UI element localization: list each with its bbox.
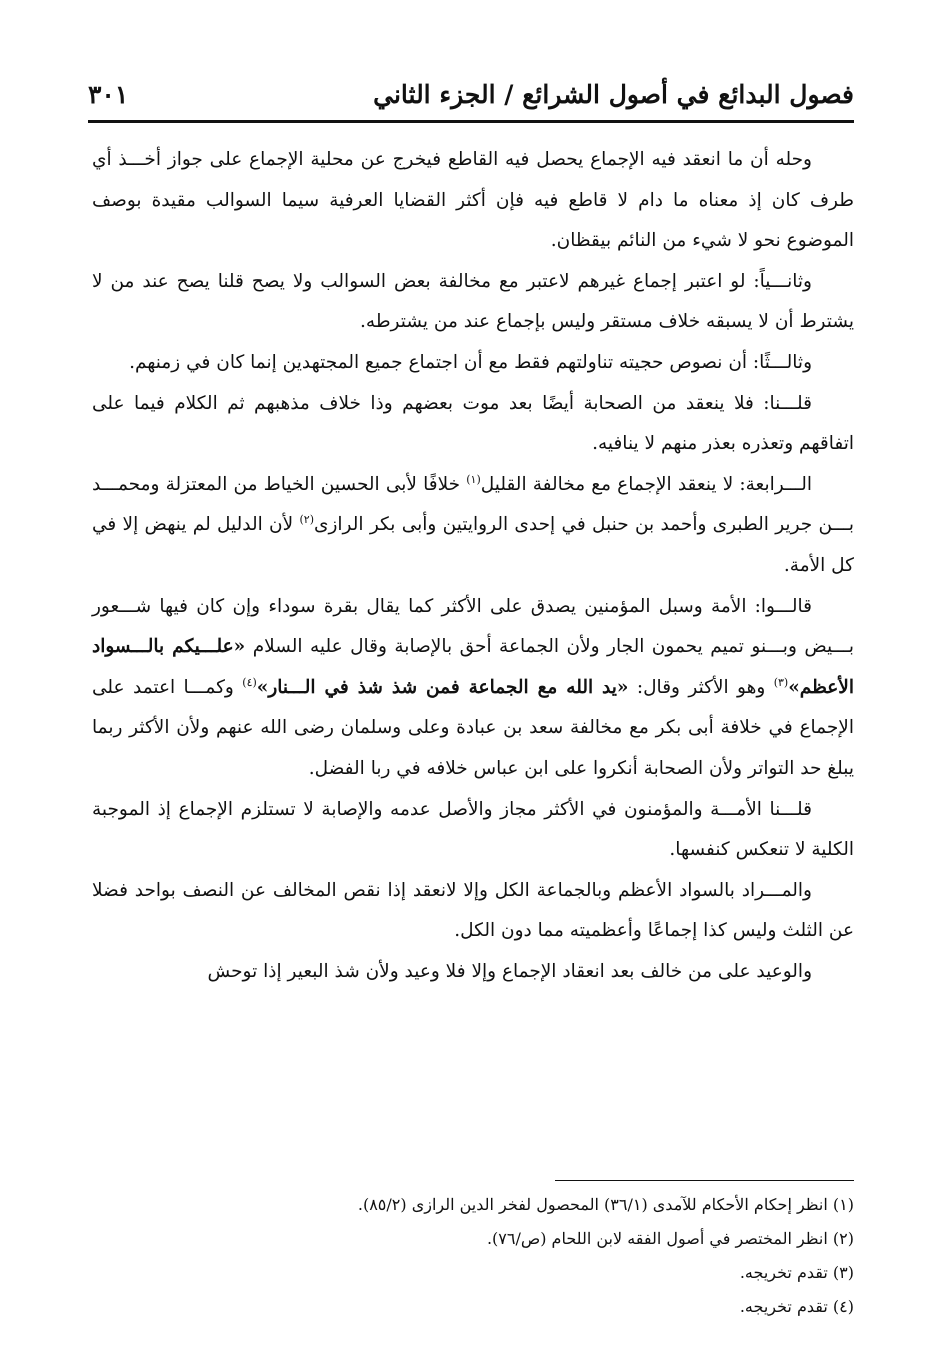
paragraph-text: وكمـــا اعتمد على الإجماع في خلافة أبى بكر مع مخالفة سعد بن عبادة وعلى وسلمان رضى الله عنهم ولأن الأكثر ربما يبلغ حد التواتر ولأن الصحابة أنكروا على ابن عباس خلافه في ربا الفضل. bbox=[92, 676, 854, 779]
paragraph: وثالـــثًا: أن نصوص حجيته تناولتهم فقط مع أن اجتماع جميع المجتهدين إنما كان في زمنهم. bbox=[129, 351, 812, 373]
footnote-rule bbox=[555, 1180, 854, 1181]
footnote-ref: (٤) bbox=[242, 675, 257, 689]
paragraph bbox=[92, 465, 854, 587]
paragraph: قلـــنا الأمـــة والمؤمنون في الأكثر مجاز والأصل عدمه والإصابة لا تستلزم الإجماع إذ الموجبة الكلية لا تنعكس كنفسها. bbox=[92, 798, 854, 861]
paragraph-text: لأن الدليل لم ينهض إلا في كل الأمة. bbox=[92, 514, 854, 576]
footnote: (٢) انظر المختصر في أصول الفقه لابن اللحام (ص/٧٦). bbox=[486, 1229, 854, 1248]
footnote: (٣) تقدم تخريجه. bbox=[739, 1263, 854, 1282]
footnote: (٤) تقدم تخريجه. bbox=[739, 1297, 854, 1316]
paragraph-text: الـــرابعة: لا ينعقد الإجماع مع مخالفة القليل bbox=[480, 473, 812, 495]
paragraph: وحله أن ما انعقد فيه الإجماع يحصل فيه القاطع فيخرج عن محلية الإجماع على جواز أخـــذ أي طرف كان إذ معناه ما دام لا قاطع فيه فإن أكثر القضايا العرفية سيما السوالب مقيدة بوصف الموضوع نحو لا شيء من النائم بيقظان. bbox=[92, 149, 854, 252]
page-number: ٣٠١ bbox=[88, 80, 129, 109]
paragraph: وثانـــياً: لو اعتبر إجماع غيرهم لاعتبر مع مخالفة بعض السوالب ولا يصح قلنا يصح عند من لا يشترط أن لا يسبقه خلاف مستقر وليس بإجماع عند من يشترطه. bbox=[92, 270, 854, 333]
header-rule bbox=[88, 120, 854, 123]
footnote-ref: (٢) bbox=[299, 513, 314, 527]
paragraph-text: قالـــوا: الأمة وسبل المؤمنين يصدق على الأكثر كما يقال بقرة سوداء وإن كان فيها شـــعور بـــيض وبـــنو تميم يحمون الجار ولأن الجماعة أحق بالإصابة وقال عليه السلام bbox=[92, 595, 854, 658]
hadith-quote: «يد الله مع الجماعة فمن شذ شذ في الـــنار» bbox=[256, 676, 629, 698]
footnote: (١) انظر إحكام الأحكام للآمدى (٣٦/١) المحصول لفخر الدين الرازى (٨٥/٢). bbox=[357, 1195, 854, 1214]
paragraph: قلـــنا: فلا ينعقد من الصحابة أيضًا بعد موت بعضهم وذا خلاف مذهبهم ثم الكلام فيما على اتفاقهم وتعذره بعذر منهم لا ينافيه. bbox=[92, 392, 854, 455]
hadith-quote: «علـــيكم بالـــسواد الأعظم» bbox=[92, 636, 854, 698]
paragraph-text: خلافًا لأبى الحسين الخياط من المعتزلة ومحمـــد بـــن جرير الطبرى وأحمد بن حنبل في إحدى الروايتين وأبى بكر الرازى bbox=[92, 473, 854, 536]
header-title: فصول البدائع في أصول الشرائع / الجزء الثاني bbox=[373, 80, 854, 109]
paragraph: والوعيد على من خالف بعد انعقاد الإجماع وإلا فلا وعيد ولأن شذ البعير إذا توحش bbox=[207, 960, 812, 982]
footnote-ref: (١) bbox=[466, 472, 481, 486]
footnotes bbox=[92, 1188, 854, 1324]
paragraph-text: وهو الأكثر وقال: bbox=[628, 676, 774, 698]
footnote-ref: (٣) bbox=[773, 675, 789, 689]
paragraph bbox=[92, 587, 854, 790]
paragraph: والمـــراد بالسواد الأعظم وبالجماعة الكل وإلا لانعقد إذا نقص المخالف عن النصف بواحد فضلا عن الثلث وليس كذا إجماعًا وأعظميته مما دون الكل. bbox=[92, 879, 854, 942]
main-text bbox=[92, 140, 854, 992]
running-header bbox=[88, 72, 854, 120]
